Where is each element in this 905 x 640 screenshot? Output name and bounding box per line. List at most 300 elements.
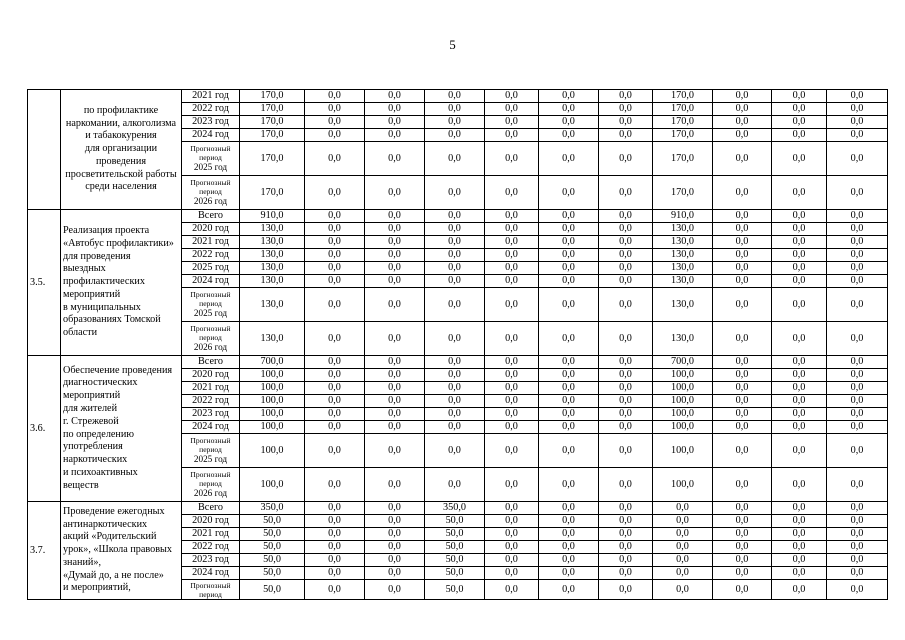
value-cell: 0,0	[713, 103, 772, 116]
value-cell: 130,0	[653, 236, 713, 249]
value-cell: 0,0	[485, 249, 539, 262]
value-cell: 0,0	[713, 554, 772, 567]
item-name-line: мероприятий	[63, 390, 121, 402]
value-cell: 0,0	[485, 554, 539, 567]
value-cell: 0,0	[305, 468, 365, 502]
value-cell: 0,0	[539, 129, 599, 142]
value-cell: 0,0	[305, 223, 365, 236]
period-label-line: Прогнозный	[190, 324, 231, 333]
period-cell	[182, 434, 240, 468]
period-cell: 2020 год	[182, 223, 240, 236]
page-number: 5	[449, 37, 456, 52]
value-cell: 0,0	[539, 580, 599, 600]
value-cell: 0,0	[485, 421, 539, 434]
value-cell: 0,0	[827, 382, 888, 395]
value-cell: 0,0	[599, 223, 653, 236]
value-cell: 0,0	[539, 249, 599, 262]
period-cell: 2024 год	[182, 421, 240, 434]
value-cell: 700,0	[653, 356, 713, 369]
value-cell: 0,0	[365, 434, 425, 468]
period-cell: 2021 год	[182, 528, 240, 541]
period-cell: 2023 год	[182, 116, 240, 129]
value-cell: 0,0	[305, 434, 365, 468]
period-cell: 2022 год	[182, 103, 240, 116]
value-cell: 0,0	[713, 567, 772, 580]
value-cell: 0,0	[485, 223, 539, 236]
value-cell: 0,0	[827, 223, 888, 236]
period-year: 2026 год	[193, 342, 228, 352]
value-cell: 0,0	[713, 515, 772, 528]
value-cell: 0,0	[425, 103, 485, 116]
value-cell: 0,0	[485, 382, 539, 395]
item-name-line: антинаркотических	[63, 518, 148, 530]
value-cell: 0,0	[425, 176, 485, 210]
value-cell: 100,0	[240, 395, 305, 408]
period-label-line: Прогнозный	[190, 436, 231, 445]
value-cell: 100,0	[240, 468, 305, 502]
value-cell: 0,0	[772, 434, 827, 468]
value-cell: 0,0	[713, 369, 772, 382]
value-cell: 0,0	[772, 580, 827, 600]
period-cell: 2025 год	[182, 262, 240, 275]
value-cell: 0,0	[425, 275, 485, 288]
value-cell: 0,0	[827, 210, 888, 223]
item-name-line: веществ	[63, 479, 99, 491]
item-name-line: «Думай до, а не после»	[63, 569, 164, 581]
value-cell: 0,0	[772, 236, 827, 249]
period-label-line: период	[199, 333, 222, 342]
period-cell: 2022 год	[182, 249, 240, 262]
item-name-line: среди населения	[85, 181, 157, 193]
value-cell: 0,0	[599, 502, 653, 515]
value-cell: 0,0	[365, 236, 425, 249]
value-cell: 0,0	[365, 142, 425, 176]
value-cell: 0,0	[365, 275, 425, 288]
value-cell: 0,0	[425, 210, 485, 223]
value-cell: 0,0	[599, 356, 653, 369]
value-cell: 0,0	[425, 236, 485, 249]
item-name-line: для организации	[84, 143, 158, 155]
value-cell: 0,0	[485, 567, 539, 580]
value-cell: 0,0	[827, 249, 888, 262]
value-cell: 0,0	[599, 262, 653, 275]
value-cell: 0,0	[305, 528, 365, 541]
value-cell: 100,0	[653, 421, 713, 434]
value-cell: 130,0	[240, 223, 305, 236]
period-year: 2025 год	[193, 308, 228, 318]
value-cell: 0,0	[772, 262, 827, 275]
value-cell: 0,0	[485, 90, 539, 103]
value-cell: 0,0	[539, 567, 599, 580]
value-cell: 130,0	[653, 275, 713, 288]
value-cell: 0,0	[599, 468, 653, 502]
value-cell: 0,0	[772, 421, 827, 434]
period-cell: 2023 год	[182, 408, 240, 421]
value-cell: 0,0	[772, 369, 827, 382]
value-cell: 170,0	[653, 142, 713, 176]
value-cell: 0,0	[772, 502, 827, 515]
value-cell: 0,0	[305, 262, 365, 275]
value-cell: 0,0	[827, 275, 888, 288]
value-cell: 0,0	[365, 129, 425, 142]
value-cell: 0,0	[485, 116, 539, 129]
item-name-line: профилактических	[63, 276, 145, 288]
value-cell: 0,0	[365, 176, 425, 210]
period-cell	[182, 176, 240, 210]
period-cell: 2021 год	[182, 90, 240, 103]
value-cell: 0,0	[713, 129, 772, 142]
value-cell: 0,0	[827, 356, 888, 369]
item-name-line: Реализация проекта	[63, 224, 150, 236]
value-cell: 170,0	[240, 129, 305, 142]
period-label-line: период	[199, 299, 222, 308]
item-name-line: просветительской работы	[65, 168, 177, 180]
period-cell: 2024 год	[182, 129, 240, 142]
value-cell: 0,0	[539, 408, 599, 421]
value-cell: 0,0	[713, 434, 772, 468]
value-cell: 0,0	[539, 288, 599, 322]
value-cell: 170,0	[653, 103, 713, 116]
value-cell: 0,0	[425, 382, 485, 395]
value-cell: 0,0	[365, 421, 425, 434]
value-cell: 0,0	[539, 275, 599, 288]
value-cell: 0,0	[772, 210, 827, 223]
value-cell: 0,0	[827, 236, 888, 249]
period-cell: 2020 год	[182, 515, 240, 528]
budget-table	[27, 89, 888, 600]
period-label-line: Прогнозный	[190, 470, 231, 479]
value-cell: 0,0	[827, 262, 888, 275]
value-cell: 50,0	[425, 567, 485, 580]
table-row	[28, 90, 888, 103]
value-cell: 0,0	[772, 116, 827, 129]
item-number: 3.6.	[28, 356, 61, 502]
value-cell: 0,0	[485, 468, 539, 502]
item-name-line: наркомании, алкоголизма	[65, 117, 177, 129]
value-cell: 0,0	[827, 116, 888, 129]
value-cell: 0,0	[365, 369, 425, 382]
item-name-line: по профилактике	[83, 104, 159, 116]
item-name-line: для жителей	[63, 402, 118, 414]
value-cell: 0,0	[365, 395, 425, 408]
value-cell: 100,0	[653, 468, 713, 502]
value-cell: 130,0	[240, 322, 305, 356]
value-cell: 0,0	[485, 103, 539, 116]
value-cell: 0,0	[425, 116, 485, 129]
value-cell: 0,0	[365, 382, 425, 395]
value-cell: 0,0	[425, 408, 485, 421]
value-cell: 0,0	[827, 515, 888, 528]
value-cell: 0,0	[827, 103, 888, 116]
item-name-line: знаний»,	[63, 556, 101, 568]
value-cell: 50,0	[240, 554, 305, 567]
value-cell: 0,0	[772, 554, 827, 567]
value-cell: 0,0	[653, 502, 713, 515]
value-cell: 130,0	[240, 288, 305, 322]
value-cell: 0,0	[827, 502, 888, 515]
item-number	[28, 90, 61, 210]
value-cell: 0,0	[365, 580, 425, 600]
item-name-line: образованиях Томской	[63, 314, 161, 326]
period-cell: 2023 год	[182, 554, 240, 567]
item-name-line: Проведение ежегодных	[63, 505, 165, 517]
value-cell: 50,0	[240, 580, 305, 600]
value-cell: 0,0	[365, 356, 425, 369]
value-cell: 0,0	[599, 322, 653, 356]
item-name-line: для проведения	[63, 250, 131, 262]
value-cell: 0,0	[305, 249, 365, 262]
value-cell: 0,0	[485, 210, 539, 223]
value-cell: 0,0	[772, 129, 827, 142]
value-cell: 350,0	[240, 502, 305, 515]
value-cell: 0,0	[772, 142, 827, 176]
item-name-line: в муниципальных	[63, 301, 141, 313]
period-cell: 2021 год	[182, 236, 240, 249]
period-label-line: период	[199, 187, 222, 196]
value-cell: 0,0	[305, 142, 365, 176]
value-cell: 0,0	[365, 541, 425, 554]
value-cell: 0,0	[827, 322, 888, 356]
value-cell: 0,0	[772, 408, 827, 421]
value-cell: 0,0	[827, 90, 888, 103]
value-cell: 0,0	[827, 567, 888, 580]
value-cell: 0,0	[713, 322, 772, 356]
value-cell: 0,0	[772, 249, 827, 262]
period-label-line: Прогнозный	[190, 290, 231, 299]
value-cell: 0,0	[485, 176, 539, 210]
value-cell: 0,0	[653, 515, 713, 528]
value-cell: 0,0	[425, 288, 485, 322]
value-cell: 130,0	[240, 236, 305, 249]
value-cell: 0,0	[827, 580, 888, 600]
value-cell: 0,0	[305, 515, 365, 528]
value-cell: 170,0	[653, 90, 713, 103]
period-year: 2026 год	[193, 488, 228, 498]
value-cell: 0,0	[485, 580, 539, 600]
value-cell: 130,0	[240, 249, 305, 262]
value-cell: 0,0	[713, 421, 772, 434]
value-cell: 0,0	[713, 142, 772, 176]
item-name-line: употребления	[63, 441, 123, 453]
value-cell: 0,0	[599, 210, 653, 223]
period-cell	[182, 288, 240, 322]
value-cell: 0,0	[425, 262, 485, 275]
value-cell: 0,0	[772, 356, 827, 369]
value-cell: 50,0	[240, 515, 305, 528]
period-label-line: Прогнозный	[190, 144, 231, 153]
value-cell: 0,0	[305, 236, 365, 249]
value-cell: 350,0	[425, 502, 485, 515]
value-cell: 0,0	[772, 567, 827, 580]
value-cell: 50,0	[425, 515, 485, 528]
value-cell: 0,0	[599, 580, 653, 600]
value-cell: 0,0	[305, 322, 365, 356]
value-cell: 0,0	[539, 434, 599, 468]
value-cell: 0,0	[653, 567, 713, 580]
value-cell: 170,0	[240, 103, 305, 116]
value-cell: 0,0	[539, 322, 599, 356]
value-cell: 100,0	[240, 434, 305, 468]
value-cell: 0,0	[365, 249, 425, 262]
value-cell: 0,0	[539, 468, 599, 502]
value-cell: 0,0	[599, 116, 653, 129]
value-cell: 0,0	[485, 502, 539, 515]
value-cell: 0,0	[365, 515, 425, 528]
value-cell: 0,0	[539, 103, 599, 116]
value-cell: 0,0	[827, 129, 888, 142]
value-cell: 0,0	[425, 129, 485, 142]
value-cell: 0,0	[599, 249, 653, 262]
value-cell: 0,0	[305, 129, 365, 142]
value-cell: 0,0	[653, 554, 713, 567]
value-cell: 100,0	[653, 382, 713, 395]
value-cell: 0,0	[539, 262, 599, 275]
value-cell: 0,0	[827, 408, 888, 421]
value-cell: 0,0	[365, 210, 425, 223]
value-cell: 0,0	[425, 468, 485, 502]
period-cell: 2022 год	[182, 541, 240, 554]
value-cell: 0,0	[713, 528, 772, 541]
value-cell: 130,0	[653, 223, 713, 236]
item-name-line: и мероприятий,	[63, 582, 131, 594]
value-cell: 0,0	[539, 223, 599, 236]
period-cell	[182, 142, 240, 176]
value-cell: 0,0	[485, 408, 539, 421]
period-year: 2025 год	[193, 162, 228, 172]
value-cell: 0,0	[827, 528, 888, 541]
value-cell: 0,0	[653, 580, 713, 600]
period-label-line: период	[199, 589, 222, 599]
value-cell: 0,0	[827, 288, 888, 322]
value-cell: 0,0	[485, 369, 539, 382]
value-cell: 0,0	[713, 262, 772, 275]
value-cell: 0,0	[713, 236, 772, 249]
value-cell: 0,0	[485, 129, 539, 142]
item-number: 3.5.	[28, 210, 61, 356]
value-cell: 0,0	[827, 434, 888, 468]
value-cell: 0,0	[772, 528, 827, 541]
period-cell: 2021 год	[182, 382, 240, 395]
value-cell: 0,0	[485, 356, 539, 369]
value-cell: 0,0	[599, 567, 653, 580]
value-cell: 100,0	[653, 369, 713, 382]
table-row	[28, 502, 888, 515]
value-cell: 0,0	[485, 236, 539, 249]
value-cell: 0,0	[713, 116, 772, 129]
period-cell	[182, 468, 240, 502]
period-cell: Всего	[182, 356, 240, 369]
value-cell: 0,0	[365, 408, 425, 421]
item-name-line: диагностических	[63, 377, 138, 389]
value-cell: 100,0	[240, 421, 305, 434]
value-cell: 50,0	[240, 541, 305, 554]
value-cell: 0,0	[827, 369, 888, 382]
value-cell: 0,0	[539, 382, 599, 395]
period-cell: 2024 год	[182, 567, 240, 580]
value-cell: 0,0	[365, 103, 425, 116]
item-number: 3.7.	[28, 502, 61, 600]
value-cell: 0,0	[485, 434, 539, 468]
value-cell: 0,0	[425, 434, 485, 468]
period-cell: 2020 год	[182, 369, 240, 382]
value-cell: 100,0	[653, 434, 713, 468]
value-cell: 0,0	[653, 528, 713, 541]
value-cell: 170,0	[240, 116, 305, 129]
value-cell: 0,0	[599, 382, 653, 395]
value-cell: 0,0	[485, 262, 539, 275]
value-cell: 0,0	[305, 288, 365, 322]
value-cell: 0,0	[539, 176, 599, 210]
value-cell: 0,0	[713, 249, 772, 262]
value-cell: 0,0	[485, 528, 539, 541]
value-cell: 0,0	[599, 541, 653, 554]
value-cell: 50,0	[425, 541, 485, 554]
value-cell: 0,0	[713, 502, 772, 515]
period-cell: Всего	[182, 502, 240, 515]
value-cell: 0,0	[485, 541, 539, 554]
value-cell: 0,0	[485, 288, 539, 322]
value-cell: 100,0	[653, 408, 713, 421]
value-cell: 0,0	[599, 142, 653, 176]
period-label-line: период	[199, 153, 222, 162]
value-cell: 0,0	[305, 541, 365, 554]
value-cell: 0,0	[713, 356, 772, 369]
value-cell: 0,0	[539, 90, 599, 103]
value-cell: 100,0	[240, 408, 305, 421]
value-cell: 0,0	[539, 421, 599, 434]
value-cell: 0,0	[599, 236, 653, 249]
item-name-line: «Автобус профилактики»	[63, 237, 174, 249]
value-cell: 0,0	[539, 554, 599, 567]
value-cell: 0,0	[305, 580, 365, 600]
value-cell: 0,0	[539, 236, 599, 249]
value-cell: 0,0	[425, 249, 485, 262]
value-cell: 0,0	[539, 541, 599, 554]
value-cell: 130,0	[653, 288, 713, 322]
value-cell: 50,0	[240, 567, 305, 580]
value-cell: 0,0	[713, 382, 772, 395]
value-cell: 130,0	[653, 262, 713, 275]
value-cell: 0,0	[365, 502, 425, 515]
value-cell: 0,0	[713, 468, 772, 502]
value-cell: 0,0	[653, 541, 713, 554]
item-name-line: области	[63, 327, 98, 339]
value-cell: 0,0	[425, 322, 485, 356]
value-cell: 0,0	[827, 421, 888, 434]
item-name-line: г. Стрежевой	[63, 415, 119, 427]
period-label-line: Прогнозный	[190, 580, 231, 590]
value-cell: 0,0	[365, 554, 425, 567]
period-cell	[182, 580, 240, 600]
value-cell: 130,0	[653, 249, 713, 262]
value-cell: 0,0	[539, 116, 599, 129]
value-cell: 170,0	[240, 90, 305, 103]
value-cell: 0,0	[485, 142, 539, 176]
value-cell: 0,0	[599, 369, 653, 382]
value-cell: 910,0	[240, 210, 305, 223]
value-cell: 0,0	[713, 288, 772, 322]
value-cell: 50,0	[425, 554, 485, 567]
value-cell: 0,0	[539, 395, 599, 408]
value-cell: 0,0	[305, 369, 365, 382]
value-cell: 0,0	[599, 129, 653, 142]
value-cell: 0,0	[772, 382, 827, 395]
value-cell: 0,0	[539, 515, 599, 528]
item-name-line: и психоактивных	[63, 466, 138, 478]
item-name-line: проведения	[95, 155, 147, 167]
value-cell: 170,0	[240, 176, 305, 210]
value-cell: 0,0	[827, 395, 888, 408]
